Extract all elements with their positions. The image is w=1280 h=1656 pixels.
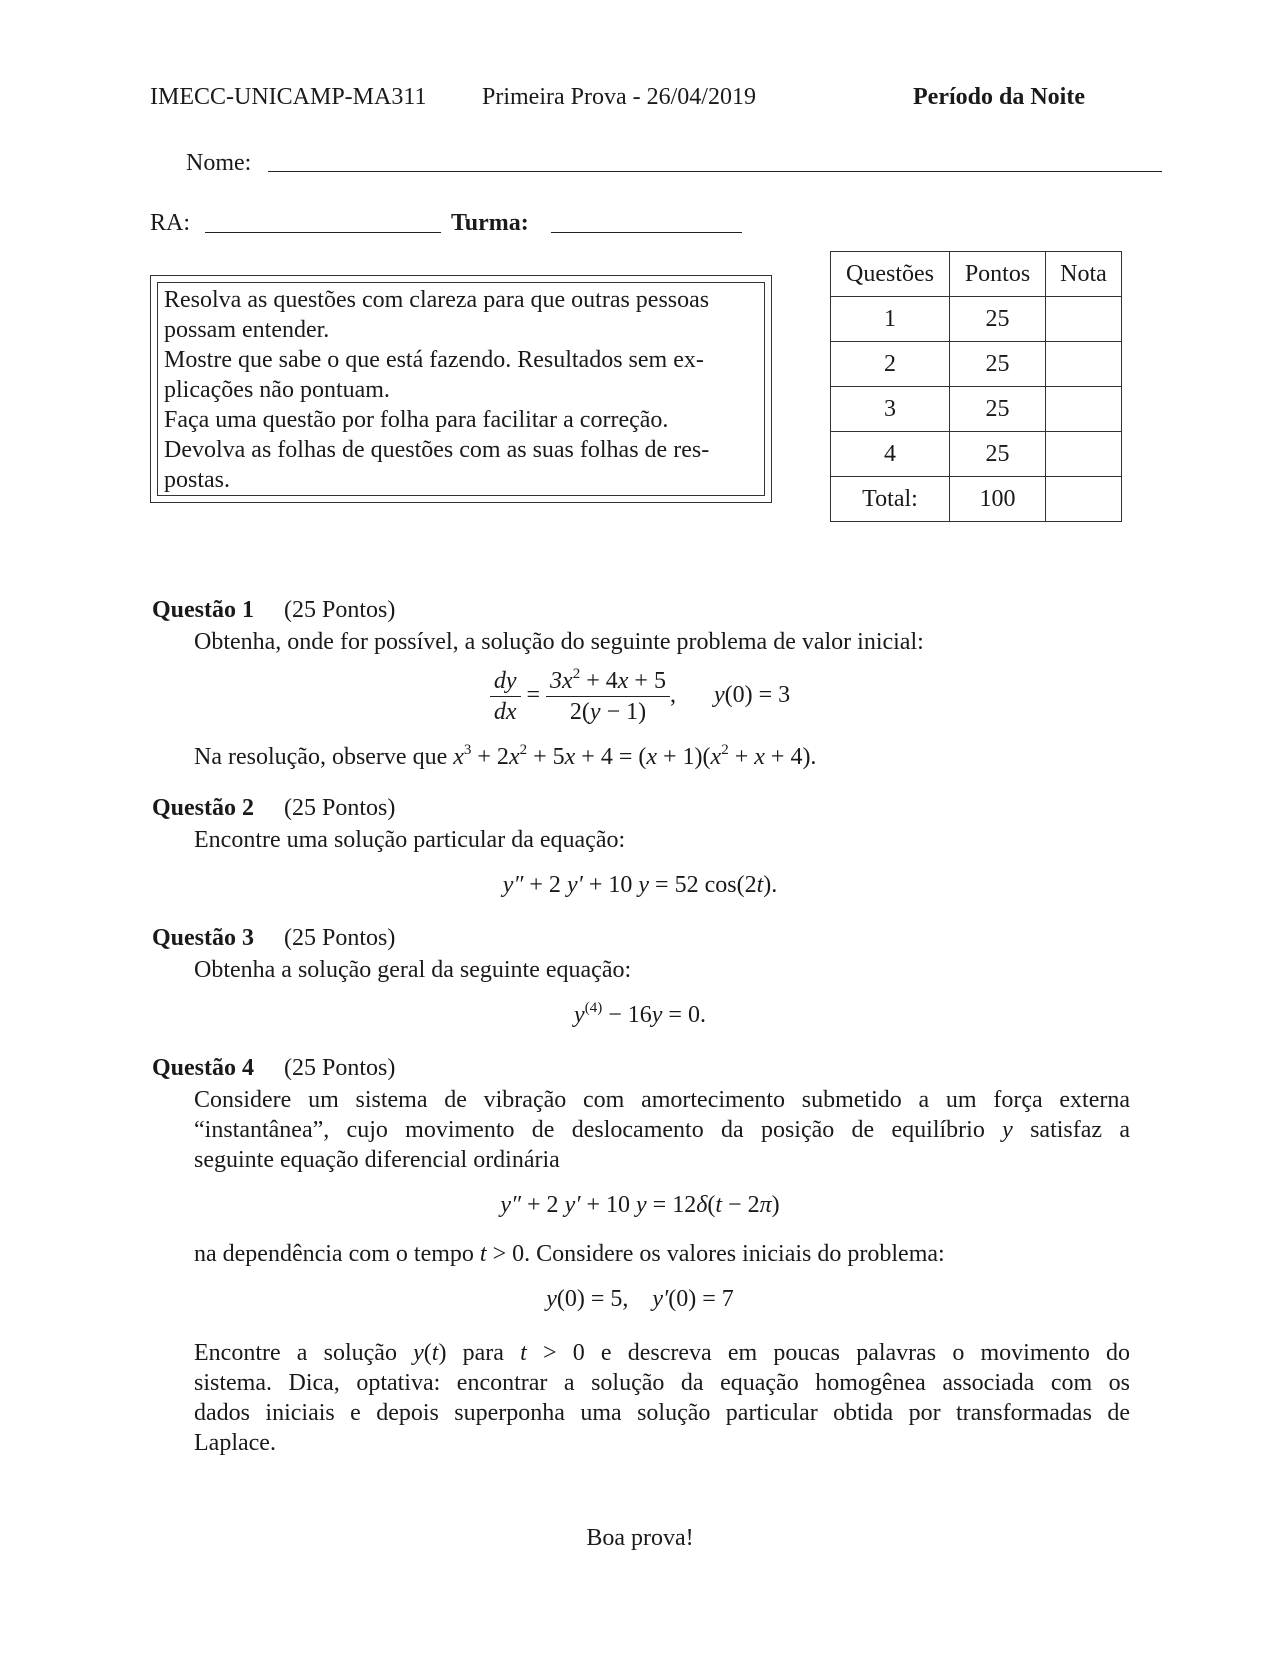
line2b: satisfaz a bbox=[1030, 1117, 1130, 1143]
table-row bbox=[831, 387, 1122, 432]
question-points: (25 Pontos) bbox=[284, 795, 396, 821]
instruction-line: Resolva as questões com clareza para que outras pessoas bbox=[164, 287, 710, 313]
cell-grade[interactable] bbox=[1046, 432, 1122, 477]
question-points: (25 Pontos) bbox=[284, 925, 396, 951]
header-nota: Nota bbox=[1046, 252, 1122, 297]
cell-total-label: Total: bbox=[831, 477, 950, 522]
question-1-intro: Obtenha, onde for possível, a solução do seguinte problema de valor inicial: bbox=[194, 629, 924, 655]
question-4-line-3: seguinte equação diferencial ordinária bbox=[194, 1147, 560, 1173]
course-code: IMECC-UNICAMP-MA311 bbox=[150, 84, 427, 110]
question-points: (25 Pontos) bbox=[284, 597, 396, 623]
cell-points: 25 bbox=[950, 342, 1046, 387]
name-field[interactable] bbox=[268, 171, 1162, 172]
cell-grade[interactable] bbox=[1046, 387, 1122, 432]
instruction-line: Mostre que sabe o que está fazendo. Resultados sem ex- bbox=[164, 347, 704, 373]
score-table bbox=[830, 251, 1122, 522]
question-title: Questão 1 bbox=[152, 597, 254, 623]
question-2-header bbox=[152, 795, 395, 822]
question-title: Questão 4 bbox=[152, 1055, 254, 1081]
exam-title: Primeira Prova - 26/04/2019 bbox=[482, 84, 756, 110]
name-label: Nome: bbox=[186, 150, 252, 176]
question-1-equation: $\frac{dy}{dx}$ = $\frac{3x^2 + 4x + 5}{2(y - 1)}$ , y(0) = 3 bbox=[0, 666, 1280, 727]
cell-question: 3 bbox=[831, 387, 950, 432]
cond-prefix: na dependência com o tempo bbox=[194, 1241, 474, 1267]
final-prefix: Encontre a solução bbox=[194, 1340, 397, 1366]
closing-message: Boa prova! bbox=[586, 1525, 694, 1551]
header-questoes: Questões bbox=[831, 252, 950, 297]
question-2-intro: Encontre uma solução particular da equação: bbox=[194, 827, 626, 853]
cell-question: 1 bbox=[831, 297, 950, 342]
instructions-box bbox=[157, 282, 765, 496]
question-4-final-line-1: Encontre a solução y(t) para t > 0 e descreva em poucas palavras o movimento do bbox=[194, 1340, 1131, 1366]
instruction-line: Faça uma questão por folha para facilitar a correção. bbox=[164, 407, 669, 433]
question-4-final-line-2: sistema. Dica, optativa: encontrar a solução da equação homogênea associada com os bbox=[194, 1370, 1130, 1396]
cell-points: 25 bbox=[950, 297, 1046, 342]
table-row bbox=[831, 432, 1122, 477]
question-points: (25 Pontos) bbox=[284, 1055, 396, 1081]
question-3-equation: $y^{(4)} - 16y = 0$. bbox=[574, 1000, 706, 1028]
question-title: Questão 2 bbox=[152, 795, 254, 821]
question-4-line-1: Considere um sistema de vibração com amortecimento submetido a um força externa bbox=[194, 1087, 1130, 1113]
question-4-line-2: “instantânea”, cujo movimento de deslocamento da posição de equilíbrio y satisfaz a bbox=[194, 1117, 1130, 1143]
instruction-line: plicações não pontuam. bbox=[164, 377, 390, 403]
question-title: Questão 3 bbox=[152, 925, 254, 951]
turma-field[interactable] bbox=[551, 232, 742, 233]
question-4-equation: y″ + 2 y′ + 10 y = 12δ(t − 2π) bbox=[500, 1192, 780, 1218]
instruction-line: postas. bbox=[164, 467, 230, 493]
cell-total-grade[interactable] bbox=[1046, 477, 1122, 522]
cell-grade[interactable] bbox=[1046, 342, 1122, 387]
question-4-header bbox=[152, 1055, 395, 1082]
question-2-equation: y″ + 2 y′ + 10 y = 52 cos(2t). bbox=[502, 872, 778, 898]
cell-question: 4 bbox=[831, 432, 950, 477]
cell-question: 2 bbox=[831, 342, 950, 387]
question-3-header bbox=[152, 925, 395, 952]
question-1-header bbox=[152, 597, 395, 624]
turma-label: Turma: bbox=[451, 210, 529, 236]
cell-points: 25 bbox=[950, 432, 1046, 477]
exam-period: Período da Noite bbox=[913, 84, 1085, 110]
cell-total-points: 100 bbox=[950, 477, 1046, 522]
question-1-note: Na resolução, observe que $x^3 + 2x^2 + 5x + 4 = (x + 1)(x^2 + x + 4)$. bbox=[194, 742, 817, 770]
cond-suffix: . Considere os valores iniciais do problema: bbox=[524, 1241, 945, 1267]
question-4-final-line-3: dados iniciais e depois superponha uma solução particular obtida por transformadas de bbox=[194, 1400, 1130, 1426]
ra-field[interactable] bbox=[205, 232, 441, 233]
cell-points: 25 bbox=[950, 387, 1046, 432]
instruction-line: possam entender. bbox=[164, 317, 330, 343]
table-row-total bbox=[831, 477, 1122, 522]
question-3-intro: Obtenha a solução geral da seguinte equação: bbox=[194, 957, 632, 983]
final-rest: e descreva em poucas palavras o movimento do bbox=[600, 1340, 1131, 1366]
table-row bbox=[831, 342, 1122, 387]
ra-label: RA: bbox=[150, 210, 191, 236]
line2a: “instantânea”, cujo movimento de deslocamento da posição de equilíbrio bbox=[194, 1117, 985, 1143]
cell-grade[interactable] bbox=[1046, 297, 1122, 342]
table-row bbox=[831, 297, 1122, 342]
final-mid: para bbox=[462, 1340, 504, 1366]
question-4-initial-values: y(0) = 5, y′(0) = 7 bbox=[546, 1286, 734, 1312]
question-4-final-line-4: Laplace. bbox=[194, 1430, 276, 1456]
instruction-line: Devolva as folhas de questões com as suas folhas de res- bbox=[164, 437, 710, 463]
score-table-header bbox=[831, 252, 1122, 297]
note-prefix: Na resolução, observe que bbox=[194, 744, 448, 770]
question-4-condition: na dependência com o tempo t > 0. Considere os valores iniciais do problema: bbox=[194, 1241, 945, 1267]
header-pontos: Pontos bbox=[950, 252, 1046, 297]
